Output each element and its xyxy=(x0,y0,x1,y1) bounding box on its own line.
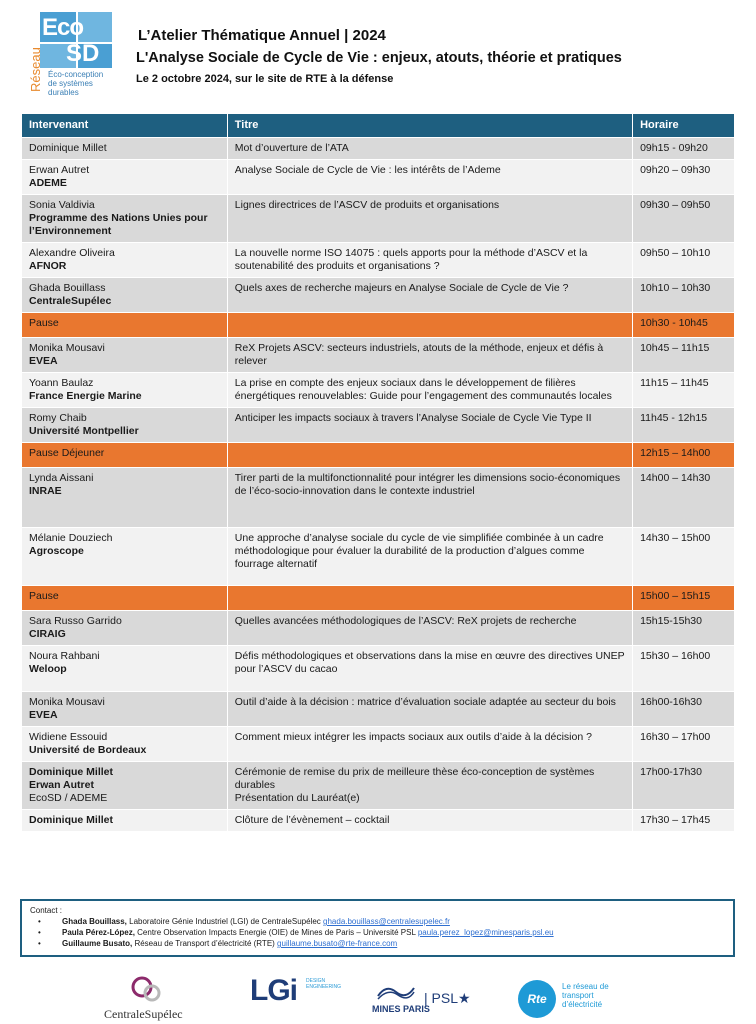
cell-titre xyxy=(227,727,632,762)
event-date: Le 2 octobre 2024, sur le site de RTE à la défense xyxy=(136,73,394,85)
time-slot: 12h15 – 14h00 xyxy=(640,447,711,459)
contact-name: Guillaume Busato, xyxy=(62,939,133,948)
pause-row xyxy=(22,313,735,338)
cell-horaire xyxy=(633,646,735,692)
mines-wave-icon xyxy=(376,982,416,1000)
time-slot: 11h15 – 11h45 xyxy=(640,377,709,389)
contact-item xyxy=(30,916,725,927)
talk-title: Une approche d’analyse sociale du cycle de vie simplifiée combinée à un cadre méthodologique pour évaluer la durabilité de la production d’algues comme fourrage alternatif xyxy=(234,532,604,570)
contact-affiliation: Centre Observation Impacts Energie (OIE) de Mines de Paris – Université PSL xyxy=(134,928,418,937)
table-row xyxy=(22,160,735,195)
logo-eco-text: Eco xyxy=(42,14,84,41)
talk-title: Clôture de l’évènement – cocktail xyxy=(234,814,390,826)
talk-title: Présentation du Lauréat(e) xyxy=(234,792,360,804)
time-slot: 17h00-17h30 xyxy=(640,766,702,778)
cell-titre xyxy=(227,160,632,195)
rte-text: Le réseau de transport d’électricité xyxy=(562,982,609,1009)
cell-horaire xyxy=(633,338,735,373)
speaker-org: EVEA xyxy=(29,709,58,721)
speaker-name: Monika Mousavi xyxy=(29,696,105,708)
programme-table xyxy=(21,113,735,832)
cell-horaire xyxy=(633,278,735,313)
contact-name: Ghada Bouillass, xyxy=(62,917,127,926)
speaker-name: Monika Mousavi xyxy=(29,342,105,354)
speaker-org: CIRAIG xyxy=(29,628,66,640)
table-row xyxy=(22,243,735,278)
cell-intervenant xyxy=(22,528,228,586)
speaker-name: Noura Rahbani xyxy=(29,650,100,662)
cell-titre xyxy=(227,586,632,611)
time-slot: 09h20 – 09h30 xyxy=(640,164,711,176)
table-row xyxy=(22,373,735,408)
speaker-name: Erwan Autret xyxy=(29,164,90,176)
cell-intervenant xyxy=(22,443,228,468)
cell-intervenant xyxy=(22,243,228,278)
contact-list xyxy=(30,916,725,949)
time-slot: 10h30 - 10h45 xyxy=(640,317,708,329)
contact-affiliation: Laboratoire Génie Industriel (LGI) de CentraleSupélec xyxy=(126,917,324,926)
cell-intervenant xyxy=(22,373,228,408)
cell-horaire xyxy=(633,195,735,243)
cell-titre xyxy=(227,243,632,278)
talk-title: Anticiper les impacts sociaux à travers l’Analyse Sociale de Cycle Vie Type II xyxy=(234,412,592,424)
mines-psl-logo xyxy=(372,982,482,1022)
talk-title: Défis méthodologiques et observations dans la mise en œuvre des directives UNEP pour l’ASCV du cacao xyxy=(234,650,625,675)
time-slot: 14h30 – 15h00 xyxy=(640,532,711,544)
rte-logo xyxy=(518,980,628,1020)
cell-titre xyxy=(227,468,632,528)
talk-title: Outil d’aide à la décision : matrice d’évaluation sociale adaptée au secteur du bois xyxy=(234,696,616,708)
time-slot: 09h50 – 10h10 xyxy=(640,247,711,259)
table-row xyxy=(22,646,735,692)
logo-subtitle: Éco-conception de systèmes durables xyxy=(48,70,104,97)
cell-titre xyxy=(227,313,632,338)
speaker-org: Université de Bordeaux xyxy=(29,744,147,756)
table-header-row xyxy=(22,114,735,138)
time-slot: 09h30 – 09h50 xyxy=(640,199,711,211)
time-slot: 15h30 – 16h00 xyxy=(640,650,711,662)
time-slot: 16h30 – 17h00 xyxy=(640,731,711,743)
talk-title: La prise en compte des enjeux sociaux dans le développement de filières énergétiques renouvelables: Guide pour l’engagement des communautés locales xyxy=(234,377,612,402)
cell-intervenant xyxy=(22,692,228,727)
cell-horaire xyxy=(633,243,735,278)
table-row xyxy=(22,138,735,160)
speaker-org: Weloop xyxy=(29,663,67,675)
cell-titre xyxy=(227,611,632,646)
speaker-name: Alexandre Oliveira xyxy=(29,247,115,259)
talk-title: Mot d’ouverture de l’ATA xyxy=(234,142,349,154)
talk-title: Quels axes de recherche majeurs en Analyse Sociale de Cycle de Vie ? xyxy=(234,282,569,294)
cell-titre xyxy=(227,528,632,586)
table-row xyxy=(22,338,735,373)
cell-titre xyxy=(227,443,632,468)
cell-horaire xyxy=(633,313,735,338)
cell-titre xyxy=(227,692,632,727)
speaker-org: Agroscope xyxy=(29,545,84,557)
speaker-name: Erwan Autret xyxy=(29,779,94,791)
speaker-org: Université Montpellier xyxy=(29,425,139,437)
time-slot: 10h45 – 11h15 xyxy=(640,342,710,354)
centralesupelec-mark-icon xyxy=(128,975,168,1005)
cell-intervenant xyxy=(22,278,228,313)
cell-titre xyxy=(227,338,632,373)
time-slot: 10h10 – 10h30 xyxy=(640,282,711,294)
ecosd-logo xyxy=(26,12,116,97)
cell-horaire xyxy=(633,586,735,611)
table-row xyxy=(22,278,735,313)
header-intervenant: Intervenant xyxy=(22,114,228,138)
cell-titre xyxy=(227,646,632,692)
table-row xyxy=(22,611,735,646)
rte-circle-icon: Rte xyxy=(518,980,556,1018)
speaker-name: Lynda Aissani xyxy=(29,472,94,484)
speaker-name: Widiene Essouid xyxy=(29,731,108,743)
speaker-name: Yoann Baulaz xyxy=(29,377,94,389)
speaker-name: Sara Russo Garrido xyxy=(29,615,122,627)
speaker-name: Dominique Millet xyxy=(29,814,113,826)
contact-name: Paula Pérez-López, xyxy=(62,928,135,937)
cell-titre xyxy=(227,810,632,832)
logo-reseau-text: Réseau xyxy=(28,47,43,92)
table-row xyxy=(22,692,735,727)
talk-title: ReX Projets ASCV: secteurs industriels, atouts de la méthode, enjeux et défis à relever xyxy=(234,342,604,367)
pause-row xyxy=(22,443,735,468)
cell-intervenant xyxy=(22,468,228,528)
cell-titre xyxy=(227,373,632,408)
cell-titre xyxy=(227,278,632,313)
page-title: L’Atelier Thématique Annuel | 2024 xyxy=(138,27,386,44)
speaker-name: Romy Chaib xyxy=(29,412,87,424)
cell-horaire xyxy=(633,138,735,160)
centralesupelec-logo xyxy=(100,975,200,1019)
speaker-name: Dominique Millet xyxy=(29,142,107,154)
speaker-org: Programme des Nations Unies pour l’Environnement xyxy=(29,212,208,237)
time-slot: 15h15-15h30 xyxy=(640,615,702,627)
contact-email-link[interactable]: guillaume.busato@rte-france.com xyxy=(277,939,398,948)
cell-titre xyxy=(227,762,632,810)
speaker-org: CentraleSupélec xyxy=(29,295,112,307)
table-row xyxy=(22,468,735,528)
time-slot: 16h00-16h30 xyxy=(640,696,702,708)
cell-horaire xyxy=(633,762,735,810)
cell-titre xyxy=(227,408,632,443)
cell-horaire xyxy=(633,443,735,468)
cell-intervenant xyxy=(22,338,228,373)
page-subtitle: L'Analyse Sociale de Cycle de Vie : enjeux, atouts, théorie et pratiques xyxy=(136,50,622,66)
speaker-org: EVEA xyxy=(29,355,58,367)
contact-email-link[interactable]: paula.perez_lopez@minesparis.psl.eu xyxy=(417,928,554,937)
logo-sd-text: SD xyxy=(66,40,100,67)
talk-title: Tirer parti de la multifonctionnalité pour intégrer les dimensions socio-économiques de l’éco-socio-innovation dans le contexte industriel xyxy=(234,472,621,497)
lgi-logo xyxy=(250,974,360,1018)
speaker-org: AFNOR xyxy=(29,260,67,272)
talk-title: Quelles avancées méthodologiques de l’ASCV: ReX projets de recherche xyxy=(234,615,577,627)
pause-row xyxy=(22,586,735,611)
contact-label: Contact : xyxy=(30,906,63,915)
time-slot: 17h30 – 17h45 xyxy=(640,814,711,826)
contact-item xyxy=(30,927,725,938)
speaker-name: Dominique Millet xyxy=(29,766,113,778)
speaker-name: Sonia Valdivia xyxy=(29,199,95,211)
table-row xyxy=(22,528,735,586)
cell-intervenant xyxy=(22,762,228,810)
header-titre: Titre xyxy=(227,114,632,138)
centralesupelec-text: CentraleSupélec xyxy=(104,1007,183,1021)
time-slot: 11h45 - 12h15 xyxy=(640,412,708,424)
cell-horaire xyxy=(633,408,735,443)
speaker-org: EcoSD / ADEME xyxy=(29,792,108,804)
time-slot: 14h00 – 14h30 xyxy=(640,472,711,484)
cell-intervenant xyxy=(22,810,228,832)
psl-text: | PSL★ xyxy=(424,990,471,1006)
cell-intervenant xyxy=(22,727,228,762)
contact-email-link[interactable]: ghada.bouillass@centralesupelec.fr xyxy=(323,917,450,926)
mines-text: MINES PARIS xyxy=(372,1004,430,1014)
cell-intervenant xyxy=(22,160,228,195)
cell-horaire xyxy=(633,692,735,727)
cell-horaire xyxy=(633,611,735,646)
cell-intervenant xyxy=(22,313,228,338)
cell-intervenant xyxy=(22,611,228,646)
cell-titre xyxy=(227,195,632,243)
contact-box xyxy=(20,899,735,957)
cell-horaire xyxy=(633,160,735,195)
talk-title: Comment mieux intégrer les impacts sociaux aux outils d’aide à la décision ? xyxy=(234,731,592,743)
cell-titre xyxy=(227,138,632,160)
lgi-text: LGi xyxy=(250,974,297,1007)
cell-horaire xyxy=(633,468,735,528)
contact-affiliation: Réseau de Transport d’électricité (RTE) xyxy=(132,939,278,948)
cell-intervenant xyxy=(22,138,228,160)
speaker-org: ADEME xyxy=(29,177,67,189)
cell-intervenant xyxy=(22,586,228,611)
table-row xyxy=(22,195,735,243)
cell-intervenant xyxy=(22,195,228,243)
cell-horaire xyxy=(633,810,735,832)
table-row xyxy=(22,762,735,810)
talk-title: Cérémonie de remise du prix de meilleure thèse éco-conception de systèmes durables xyxy=(234,766,595,791)
speaker-org: France Energie Marine xyxy=(29,390,142,402)
pause-label: Pause xyxy=(29,317,59,329)
time-slot: 09h15 - 09h20 xyxy=(640,142,708,154)
contact-item xyxy=(30,938,725,949)
cell-horaire xyxy=(633,528,735,586)
table-row xyxy=(22,727,735,762)
cell-intervenant xyxy=(22,646,228,692)
talk-title: La nouvelle norme ISO 14075 : quels apports pour la méthode d’ASCV et la soutenabilité des produits et organisations ? xyxy=(234,247,588,272)
speaker-name: Ghada Bouillass xyxy=(29,282,106,294)
cell-horaire xyxy=(633,373,735,408)
speaker-org: INRAE xyxy=(29,485,62,497)
cell-horaire xyxy=(633,727,735,762)
lgi-small-text: DESIGN ENGINEERING xyxy=(306,978,342,990)
talk-title: Analyse Sociale de Cycle de Vie : les intérêts de l’Ademe xyxy=(234,164,501,176)
speaker-name: Mélanie Douziech xyxy=(29,532,113,544)
cell-intervenant xyxy=(22,408,228,443)
time-slot: 15h00 – 15h15 xyxy=(640,590,711,602)
pause-label: Pause Déjeuner xyxy=(29,447,105,459)
table-row xyxy=(22,408,735,443)
talk-title: Lignes directrices de l’ASCV de produits et organisations xyxy=(234,199,500,211)
table-row xyxy=(22,810,735,832)
header-horaire: Horaire xyxy=(633,114,735,138)
pause-label: Pause xyxy=(29,590,59,602)
